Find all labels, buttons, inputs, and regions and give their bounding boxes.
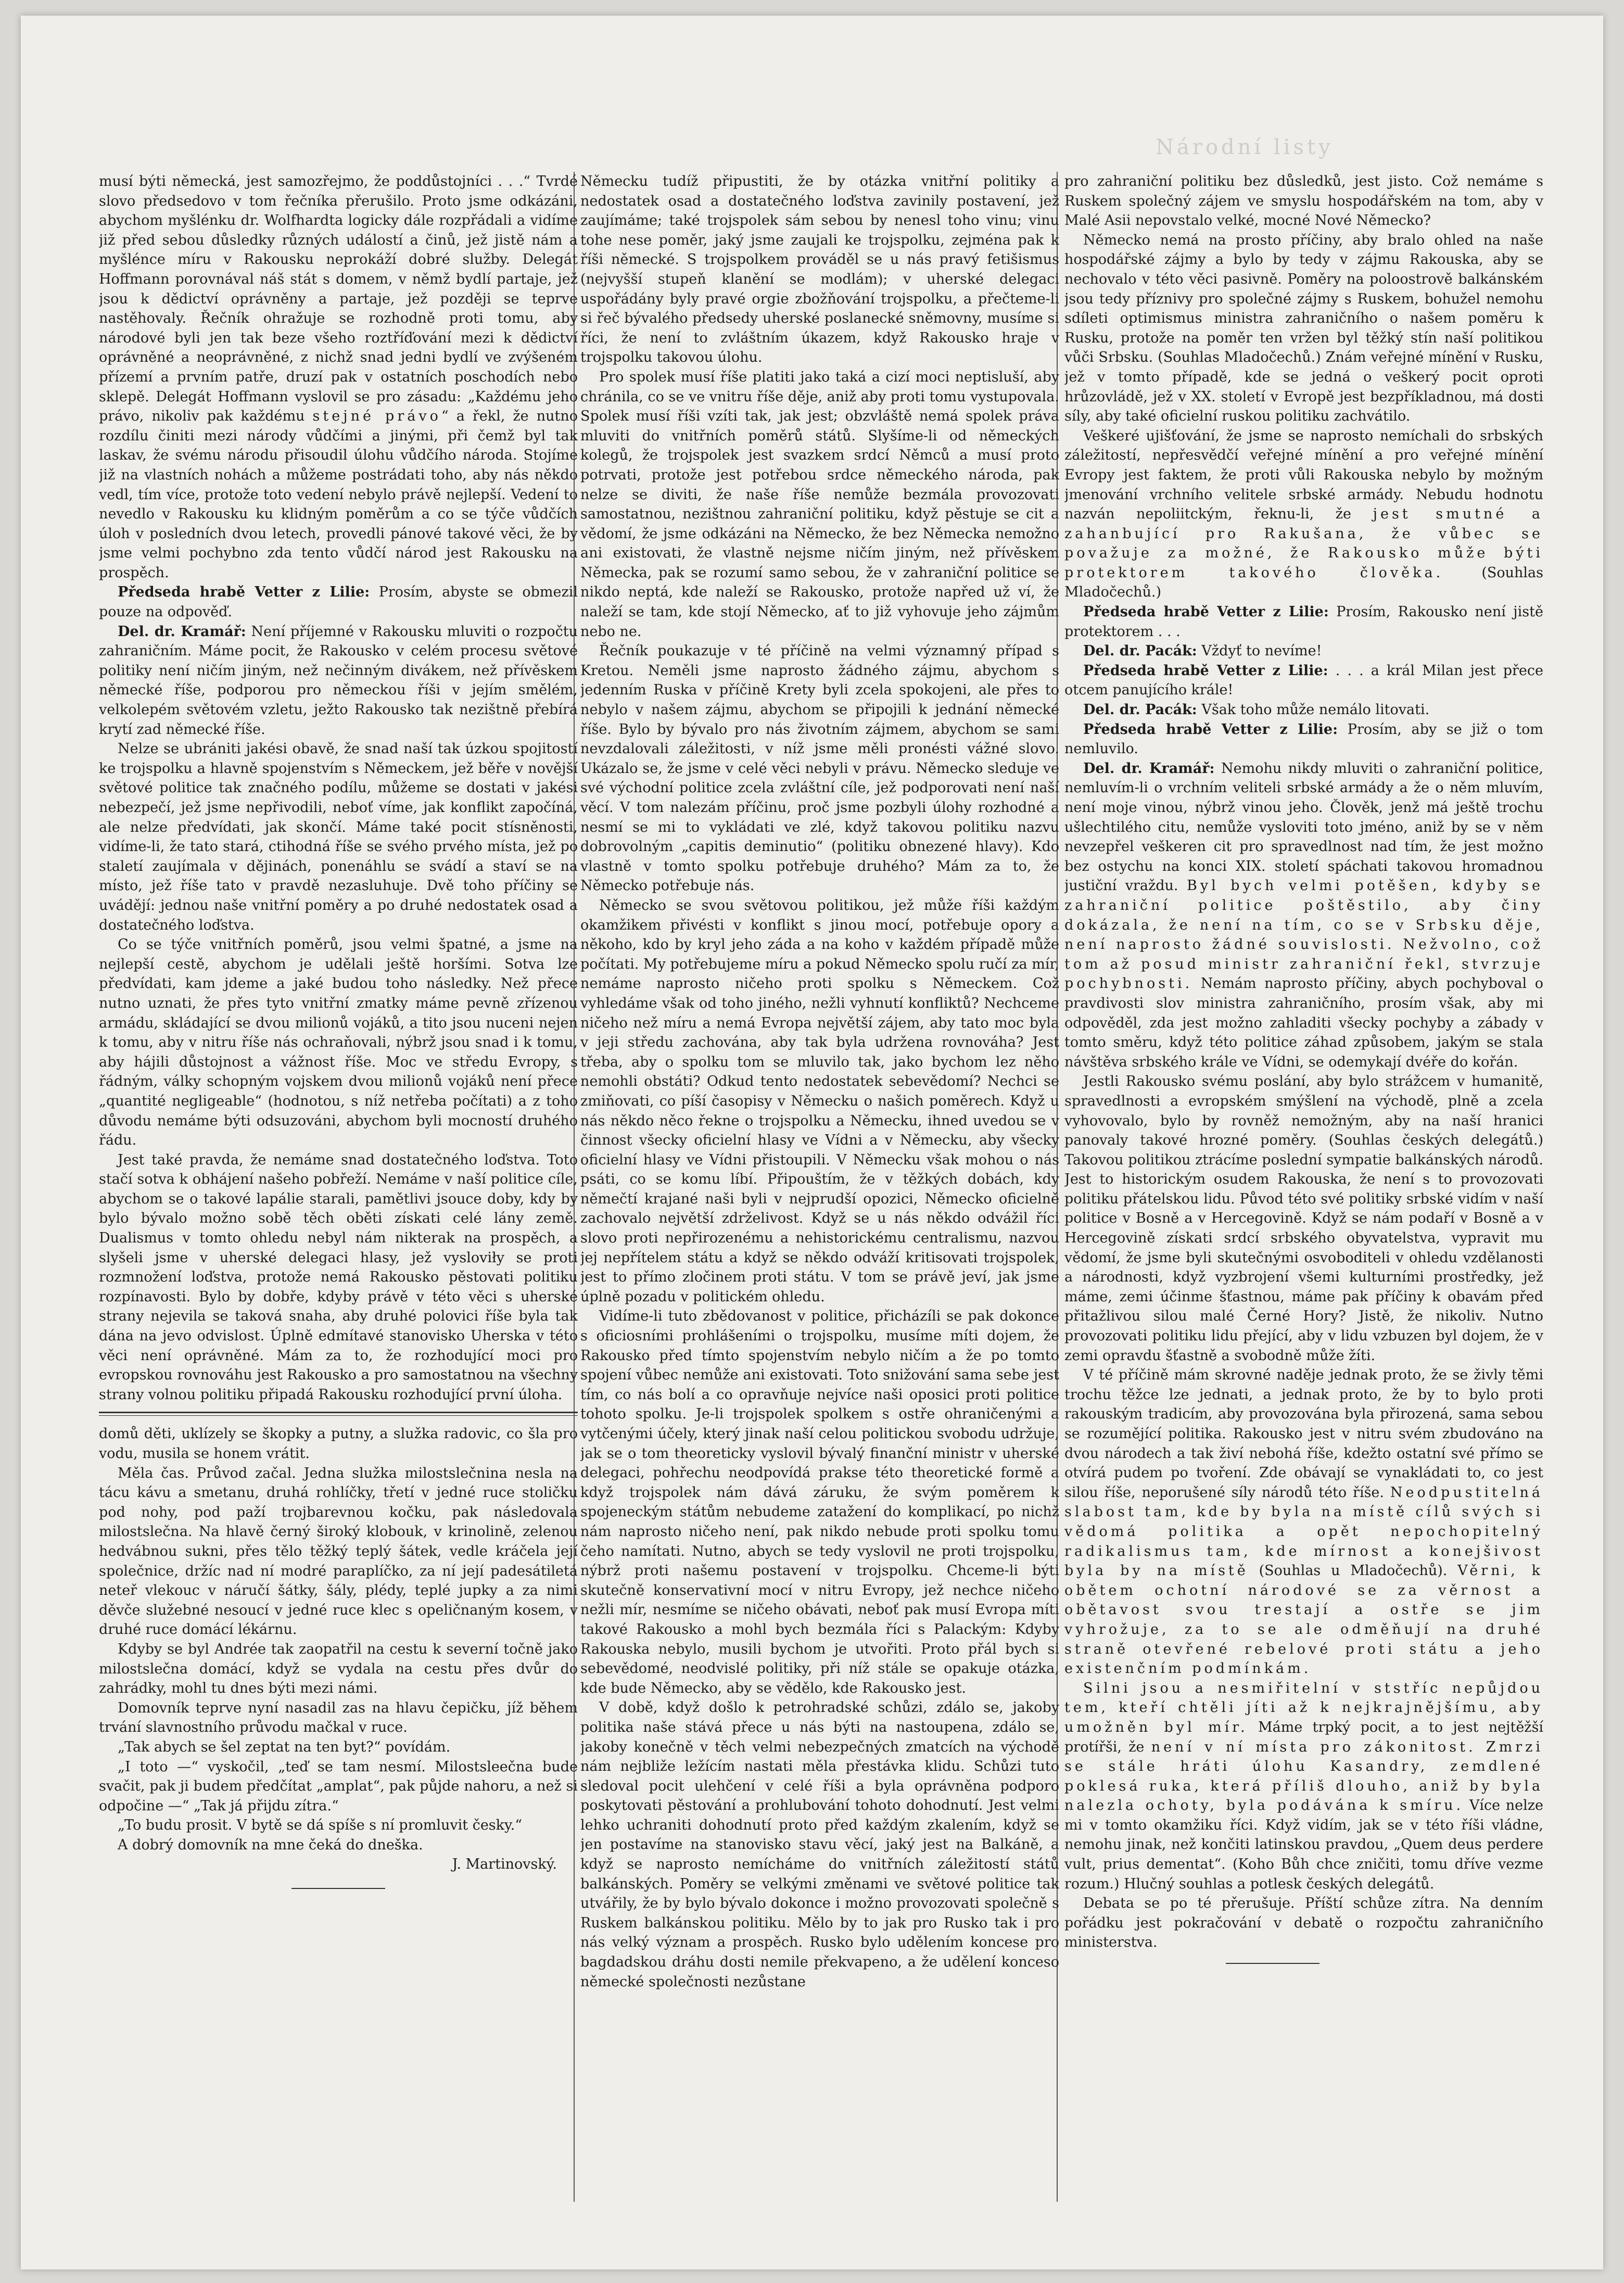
paragraph: Del. dr. Pacák: Vždyť to nevíme! [1083, 643, 1322, 659]
paragraph: Vidíme-li tuto zbědovanost v politice, přicházíli se pak dokonce s oficiosními prohlášeními o trojspolku, musíme míti dojem, že Rakousko před tímto spojenstvím nebylo ničím a že po tomto spojení vůbec nemůže ani existovati. Toto snižování sama sebe jest tím, co nás bolí a co opravňuje nejvíce naši oposici proti politice tohoto spolku. Je-li trojspolek spolkem s ostře ohraničenými a vytčenými účely, který jinak naší celou politickou svobodu udržuje, jak se o tom theoreticky vyslovil bývalý finanční ministr v uherské delegaci, pohřechu neodpovídá prakse této theoretické formě a když trojspolek nám dává záruku, že svým poměrem k spojeneckým státům nebudeme zatažení do komplikací, po nichž nám naprosto ničeho není, pak nikdo nebude proti spolku tomu čeho namítati. Nutno, abych se tedy vyslovil ne proti trojspolku, nýbrž proti našemu postavení v trojspolku. Chceme-li býti skutečně konservativní mocí v nitru Evropy, jež nechce ničeho nežli mír, nesmíme se ničeho obávati, neboť pak musí Evropa míti takové Rakousko a mohl bych bezmála říci s Palackým: Kdyby Rakouska nebylo, musili bychom je utvořiti. Proto přál bych si sebevědomé, neodvislé politiky, při níž stále se opakuje otázka, kde bude Německo, aby se vědělo, kde Rakousko jest. [580, 1308, 1059, 1696]
speaker-name: Del. dr. Pacák: [1083, 643, 1197, 659]
feuilleton-paragraph: Domovník teprve nyní nasadil zas na hlavu čepičku, jíž během trvání slavnostního průvodu mačkal v ruce. [99, 1699, 578, 1736]
paragraph: Předseda hrabě Vetter z Lilie: . . . a král Milan jest přece otcem panujícího krále! [1064, 662, 1543, 699]
paragraph: Německo se svou světovou politikou, jež může říši každým okamžikem přivésti v konflikt s jinou mocí, potřebuje opory a někoho, kdo by kryl jeho záda a na koho v každém případě může počítati. My potřebujeme míru a pokud Německo spolu ručí za mír, nemáme naprosto ničeho proti spolku s Německem. Což vyhledáme však od toho jiného, nežli vyhnutí konfliktů? Nechceme ničeho než míru a nemá Evropa největší zájem, aby tato moc byla v jeji středu zachována, aby tak byla udržena rovnováha? Jest třeba, aby o spolku tom se mluvilo tak, jako bychom lez něho nemohli obstáti? Odkud tento nedostatek sebevědomí? Nechci se zmiňovati, co píší časopisy v Německu o našich poměrech. Když u nás někdo něco řekne o trojspolku a Německu, ihned uvedou se v činnost všecky oficielní hlasy ve Vídni a v Německu, aby všecky oficielní hlasy ve Vídni přistoupili. V Německu však mohou o nás psáti, co se komu líbí. Připouštím, že v těžkých dobách, kdy němečtí krajané naši byli v nejprudší opozici, Německo oficielně zachovalo největší zdrželivost. Když se u nás někdo odvážil říci slovo proti nepřirozenému a nehistorickému centralismu, nazvou jej nepřítelem státu a když se někdo odváží kritisovati trojspolek, jest to přímo zločinem proti státu. V tom se právě jeví, jak jsme úplně pozadu v politickém ohledu. [580, 897, 1059, 1305]
paragraph: Jest také pravda, že nemáme snad dostatečného loďstva. Toto stačí sotva k obhájení našeho pobřeží. Nemáme v naší politice cíle, abychom se o takové lapálie starali, pamětlivi jsouce doby, kdy by bylo bývalo možno sobě těch oběti získati celé lány země. Dualismus v tomto ohledu nebyl nám nikterak na prospěch, a slyšeli jsme v uherské delegaci hlasy, jež vysloviły se proti rozmnožení loďstva, protože nemá Rakousko pěstovati politiku rozpínavosti. Bylo by dobře, kdyby právě v této věci s uherské strany nejevila se taková snaha, aby druhé polovici říše byla tak dána na jevo odvislost. Úplně edmítavé stanovisko Uherska v této věci není oprávněné. Mám za to, že rozhodující moci pro evropskou rovnováhu jest Rakousko a pro samostatnou na všechny strany volnou politiku připadá Rakousku rozhodující první úloha. [99, 1151, 578, 1403]
paragraph: Co se týče vnitřních poměrů, jsou velmi špatné, a jsme na nejlepší cestě, abychom je udělali ještě horšími. Sotva lze předvídati, kam jdeme a jaké budou toho následky. Než přece nutno uznati, že přes tyto vnitřní zmatky máme pevně zřízenou armádu, skládající se dvou milionů vojáků, a tito jsou nuceni nejen k tomu, aby v nitru říše nás ochraňovali, nýbrž jsou snad i k tomu, aby hájili důstojnost a vážnost říše. Moc ve středu Evropy, s řádným, války schopným vojskem dvou milionů vojáků není přece „quantité negligeable“ (hodnotou, s níž netřeba počítati) a z toho důvodu nemáme býti odsuzováni, abychom byli mocností druhého řádu. [99, 936, 578, 1149]
section-separator [99, 1412, 578, 1416]
speaker-name: Předseda hrabě Vetter z Lilie: [118, 584, 370, 601]
speaker-name: Předseda hrabě Vetter z Lilie: [1083, 604, 1329, 620]
feuilleton-paragraph: „Tak abych se šel zeptat na ten byt?“ povídám. [118, 1739, 451, 1755]
paragraph: Silni jsou a nesmiřitelní v ststříc nepůjdou tem, kteří chtěli jíti až k nejkrajnějšímu, aby umožněn byl mír. Máme trpký pocit, a to jest nejtěžší protířši, že není v ní místa pro zákonitost. Zmrzi se stále hráti úlohu Kasandry, zemdlené poklesá ruka, která příliš dlouho, aniž by byla nalezla ochoty, byla podávána k smíru. Více nelze mi v tomto okamžiku říci. Když vidím, jak se v této říši vládne, nemohu jinak, než končiti latinskou pravdou, „Quem deus perdere vult, prius dementat“. (Koho Bůh chce zničiti, tomu dříve vezme rozum.) Hlučný souhlas a potlesk českých delegátů. [1064, 1680, 1543, 1892]
end-rule [291, 1888, 385, 1889]
paragraph: musí býti německá, jest samozřejmo, že poddůstojníci . . .“ Tvrdé slovo předsedovo v tom řečníka přerušilo. Proto jsme odkázáni, abychom myšlénku dr. Wolfhardta logicky dále rozpřádali a vidíme již před sebou důsledky různých událostí a činů, jež jistě nám a myšlénce míru v Rakousku neprokáží dobré služby. Delegát Hoffmann porovnával náš stát s domem, v němž bydlí partaje, jež jsou k dědictví oprávněny a partaje, jež později se teprve nastěhovaly. Řečník ohražuje se rozhodně proti tomu, aby národové byli jen tak beze všeho roztříďování mezi k dědictví oprávněné a neoprávněné, z nichž snad jedni bydlí ve zvýšeném přízemí a prvním patře, druzí pak v ostatních poschodích nebo sklepě. Delegát Hoffmann vyslovil se pro zásadu: „Každému jeho právo, nikoliv pak každému stejné právo“ a řekl, že nutno rozdílu činiti mezi národy vůdčími a jinými, při čemž byl tak laskav, že svému národu přisoudil úlohu vůdčího národa. Stojíme již na vlastních nohách a můžeme postrádati toho, aby nás někdo vedl, tím více, protože toto vedení nebylo právě nejlepší. Vedení to nevedlo v Rakousku ku klidným poměrům a co se týče vůdčích úloh v posledních dvou letech, provedli pánové takové věci, že by jsme velmi pochybno zda tento vůdčí národ jest Rakousku na prospěch. [99, 173, 578, 581]
author-signature: J. Martinovský. [452, 1856, 557, 1873]
paragraph: Předseda hrabě Vetter z Lilie: Prosím, Rakousko není jistě protektorem . . . [1064, 604, 1543, 640]
column-right [1064, 172, 1543, 2254]
end-rule [1226, 1963, 1320, 1964]
feuilleton-paragraph: „To budu prosit. V bytě se dá spíše s ní promluvit česky.“ [118, 1817, 523, 1834]
speaker-name: Del. dr. Pacák: [1083, 702, 1197, 718]
speaker-name: Del. dr. Kramář: [1083, 760, 1215, 777]
paragraph: Německu tudíž připustiti, že by otázka vnitřní politiky a nedostatek osad a dostatečného loďstva zavinily postavení, jež zaujímáme; také trojspolek sám sebou by nenesl toho vinu; vinu tohe nese poměr, jaký jsme zaujali ke trojspolku, zejména pak k říši německé. S trojspolkem prováděl se u nás pravý fetišismus (nejvyšší stupeň klanění se modlám); v uherské delegaci uspořádány byly pravé orgie zbožňování trojspolku, a přečteme-li si řeč bývalého předsedy uherské poslanecké sněmovny, musíme si říci, že není to zvláštním úkazem, když Rakousko hraje v trojspolku takovou úlohu. [580, 173, 1059, 366]
paragraph: Veškeré ujišťování, že jsme se naprosto nemíchali do srbských záležitostí, nepřesvědčí veřejné mínění a pro veřejné mínění Evropy jest faktem, že proti vůli Rakouska nebylo by možným jmenování vrchního velitele srbské armády. Nebudu hodnotu nazván nepoliitckým, řeknu-li, že jest smutné a zahanbující pro Rakušana, že vůbec se považuje za možné, že Rakousko může býti protektorem takového člověka. (Souhlas Mladočechů.) [1064, 427, 1543, 601]
paragraph: Nelze se ubrániti jakési obavě, že snad naší tak úzkou spojitostí ke trojspolku a hlavně spojenstvím s Německem, jež běře v novější světové politice tak značného podílu, můžeme se dostati v jakési nebezpečí, jež jsme nepřivodili, neboť víme, jak konflikt započíná, ale nelze předvídati, jak skončí. Máme také pocit stísněnosti, vidíme-li, že tato stará, ctihodná říše se svého prvého místa, jež po staletí zaujímala v dějinách, ponenáhlu se svádí a staví se na místo, jež říše tato v pravdě nezasluhuje. Dvě toho příčiny se uvádějí: jednou naše vnitřní poměry a po druhé nedostatek osad a dostatečného loďstva. [99, 741, 578, 933]
column-middle [580, 172, 1059, 2254]
paragraph: Jestli Rakousko svému poslání, aby bylo strážcem v humanitě, spravedlnosti a evropském smýšlení na východě, plně a zcela vyhovovalo, bylo by rovněž nemožným, aby na naší hranici panovaly takové hrozné poměry. (Souhlas českých delegátů.) Takovou politikou ztrácíme poslední sympatie balkánských národů. Jest to historickým osudem Rakouska, že není s to provozovati politiku přátelskou lidu. Původ této své politiky srbské vidím v naší politice v Bosně a v Hercegovině. Když se nám podaří v Bosně a v Hercegovině získati srdcí srbského obyvatelstva, vypravit mu vědomí, že jsme byli skutečnými osvoboditeli v ohledu vzdělanosti a národnosti, když vyzbrojení všemi kulturními prostředky, jež máme, zemi účinme šťastnou, máme pak příčiny k obavám před přitažlivou silou malé Černé Hory? Jistě, že nikoliv. Nutno provozovati politiku lidu přející, aby v lidu vzbuzen byl dojem, že v zemi opravdu šťastně a svobodně může žíti. [1064, 1073, 1543, 1364]
speaker-name: Del. dr. Kramář: [118, 623, 246, 640]
paragraph: Del. dr. Pacák: Však toho může nemálo litovati. [1083, 702, 1430, 718]
paragraph: pro zahraniční politiku bez důsledků, jest jisto. Což nemáme s Ruskem společný zájem ve smyslu hospodářském na tom, aby v Malé Asii nepovstalo velké, mocné Nové Německo? [1064, 173, 1543, 229]
paragraph: Předseda hrabě Vetter z Lilie: Prosím, abyste se obmezil pouze na odpověď. [99, 584, 578, 620]
speaker-name: Předseda hrabě Vetter z Lilie: [1083, 662, 1328, 679]
paragraph: Debata se po té přerušuje. Příští schůze zítra. Na denním pořádku jest pokračování v debatě o rozpočtu zahraničního ministerstva. [1064, 1895, 1543, 1951]
paragraph: V té příčině mám skrovné naděje jednak proto, že se živly těmi trochu těžce lze jednati, a jednak proto, že by to bylo proti rakouským tradicím, aby provozována byla přirozená, sama sebou se rozumějící politika. Rakousko jest v nitru svém zbudováno na dvou národech a tak živí nebohá říše, kdežto ostatní své přímo se otvírá pudem po tvoření. Zde obávají se vynakládati to, co jest silou říše, neporušené síly národů této říše. Neodpustitelná slabost tam, kde by byla na místě cílů svých si vědomá politika a opět nepochopitelný radikalismus tam, kde mírnost a konejšivost byla by na místě (Souhlas u Mladočechů). Věrni, k obětem ochotní národové se za věrnost a obětavost svou trestají a ostře se jim vyhrožuje, za to se ale odměňují na druhé straně otevřené rebelové proti státu a jeho existenčním podmínkám. [1064, 1367, 1543, 1677]
feuilleton-paragraph: Měla čas. Průvod začal. Jedna služka milostslečnina nesla na tácu kávu a smetanu, druhá rohlíčky, třetí v jedné ruce stoličku pod nohy, pod paží trojbarevnou kočku, pak následovala milostslečna. Na hlavě černý široký klobouk, v krinolině, zelenou hedvábnou sukni, přes tělo těžký teplý šátek, vedle kráčela její společnice, držíc nad ní modré paraplíčko, za ní její padesátiletá neteř vlekouc v náručí šátky, šály, plédy, teplé jupky a za nimi děvče služebné nesoucí v jedné ruce klec s opeličnaným kosem, v druhé ruce domácí lékárnu. [99, 1465, 578, 1638]
paragraph: Řečník poukazuje v té příčině na velmi významný případ s Kretou. Neměli jsme naprosto žádného zájmu, abychom s jedenním Ruska v příčině Krety byli zcela spokojeni, ale přes to nebylo v našem zájmu, abychom se připojili k jednání německé říše. Bylo by bývalo pro nás životním zájmem, abychom se sami nevzdalovali záležitosti, v níž jsme měli pronésti vážné slovo. Ukázalo se, že jsme v celé věci nebyli v právu. Německo sleduje ve své východní politice zcela zvláštní cíle, jež podporovati není naší věcí. V tom nalezám příčinu, proč jsme pozbyli úlohy rozhodné a nesmí se mi to vykládati ve zlé, když takovou politiku nazvu dobrovolným „capitis deminutio“ (politiku obnezené hlavy). Kdo vlastně v tomto spolku potřebuje druhého? Mám za to, že Německo potřebuje nás. [580, 643, 1059, 894]
paragraph: Německo nemá na prosto příčiny, aby bralo ohled na naše hospodářské zájmy a bylo by tedy v zájmu Rakouska, aby se nechovalo v této věci pasivně. Poměry na poloostrově balkánském jsou tedy příznivy pro společné zájmy s Ruskem, bohužel nemohu sdíleti optimismus ministra zahraničního o našem poměru k Rusku, protože na poměr ten vržen byl těžký stín naší politikou vůči Srbsku. (Souhlas Mladočechů.) Znám veřejné mínění v Rusku, jež v tomto případě, kde se jedná o veškerý pocit oproti hrůzovládě, jež v XX. století v Evropě jest bezpříkladnou, má dosti síly, aby také oficielní ruskou politiku zachvátilo. [1064, 232, 1543, 425]
paragraph: Del. dr. Kramář: Není příjemné v Rakousku mluviti o rozpočtu zahraničním. Máme pocit, že Rakousko v celém procesu světové politiky není ničím jiným, než nečinným divákem, než přívěskem německé říše, podporou pro německou říši v jejím smělém, velkolepém světovém vzletu, ježto Rakousko tak nezištně přebírá krytí zad německé říše. [99, 623, 578, 738]
feuilleton-paragraph: domů děti, uklízely se škopky a putny, a služka radovic, co šla pro vodu, musila se honem vrátit. [99, 1426, 578, 1462]
speaker-name: Předseda hrabě Vetter z Lilie: [1083, 721, 1338, 738]
paragraph: Del. dr. Kramář: Nemohu nikdy mluviti o zahraniční politice, nemluvím-li o vrchním veliteli srbské armády a že o něm mluvím, není moje vinou, nýbrž vinou jeho. Člověk, jenž má ještě trochu ušlechtilého citu, nemůže vysloviti toto jméno, aniž by se v něm nevzepřel veškeren cit pro spravedlnost nad tím, že jest možno bez ostychu na konci XIX. století spáchati takovou hromadnou justiční vraždu. Byl bych velmi potěšen, kdyby se zahraniční politice poštěstilo, aby činy dokázala, že není na tím, co se v Srbsku děje, není naprosto žádné souvislosti. Nežvolno, což tom až posud ministr zahraniční řekl, stvrzuje pochybnosti. Nemám naprosto příčiny, abych pochyboval o pravdivosti slov ministra zahraničního, prosím však, aby mi odpověděl, zda jest možno zahladiti všecky pochyby a zábady v tomto směru, když této politice záhad způsobem, jakým se stala návštěva srbského krále ve Vídni, se odemykají dvéře do kořán. [1064, 760, 1543, 1070]
paragraph: V době, když došlo k petrohradské schůzi, zdálo se, jakoby politika naše stává přece u nás býti na nastoupena, zdálo se, jakoby konečně v těch velmi nebezpečných zmatcích na východě nám nejbliže ležícím nastati měla přestávka klidu. Schůzi tuto sledoval pocit ulehčení v celé říši a byla oprávněna podporo poskytovati pěstování a prohlubování tohoto dohodnutí. Jest velmi lehko uchraniti dohodnutí proto před každým zkalením, když se jen postavíme na stanovisko stavu věcí, jaký jest na Balkáně, a když se naprosto nemícháme do vnitřních záležitostí států balkánských. Poměry se velkými změnami ve světové politice tak utvářily, že by bylo bývalo dokonce i možno provozovati společně s Ruskem balkánskou politiku. Mělo by to jak pro Rusko tak i pro nás velký význam a prospěch. Rusko bylo udělením koncese pro bagdadskou dráhu dosti nemile překvapeno, a že udělení konceso německé společnosti nezůstane [580, 1699, 1059, 1990]
faint-masthead: Národní listy [1156, 135, 1334, 159]
paragraph: Pro spolek musí říše platiti jako taká a cizí moci neptisluší, aby chránila, co se ve vnitru říše děje, aniž aby proti tomu vystupovala. Spolek musí říši vzíti tak, jak jest; obzvláště nemá spolek práva mluviti do vnitřních poměrů států. Slyšíme-li od německých kolegů, že trojspolek jest svazkem srdcí Němců a musí proto potrvati, protože jest potřebou srdce německého národa, pak nelze se diviti, že naše říše nemůže bezmála provozovati samostatnou, nezištnou zahraniční politiku, když pěstuje se cit a vědomí, že jsme odkázáni na Německo, že bez Německa nemožno ani existovati, že vlastně nejsme ničím jiným, než přívěskem Německa, pak se rozumí samo sebou, že v zahraniční politice se nikdo neptá, kde naleží se Rakousko, protože napřed už ví, že naleží se tam, kde stojí Německo, ať to již vyhovuje jeho zájmům nebo ne. [580, 369, 1059, 640]
column-left [99, 172, 578, 2238]
feuilleton-paragraph: Kdyby se byl Andrée tak zaopatřil na cestu k severní točně jako milostslečna domácí, když se vydala na cestu přes dvůr do zahrádky, mohl tu dnes býti mezi námi. [99, 1641, 578, 1697]
newspaper-page [21, 16, 1603, 2269]
paragraph: Předseda hrabě Vetter z Lilie: Prosím, aby se již o tom nemluvilo. [1064, 721, 1543, 757]
feuilleton-paragraph: „I toto —“ vyskočil, „teď se tam nesmí. Milostsleečna bude svačit, pak ji budem předčítat „amplat“, pak půjde nahoru, a než si odpočine —“ „Tak já přijdu zítra.“ [99, 1758, 578, 1814]
feuilleton-paragraph: A dobrý domovník na mne čeká do dneška. [118, 1836, 423, 1853]
